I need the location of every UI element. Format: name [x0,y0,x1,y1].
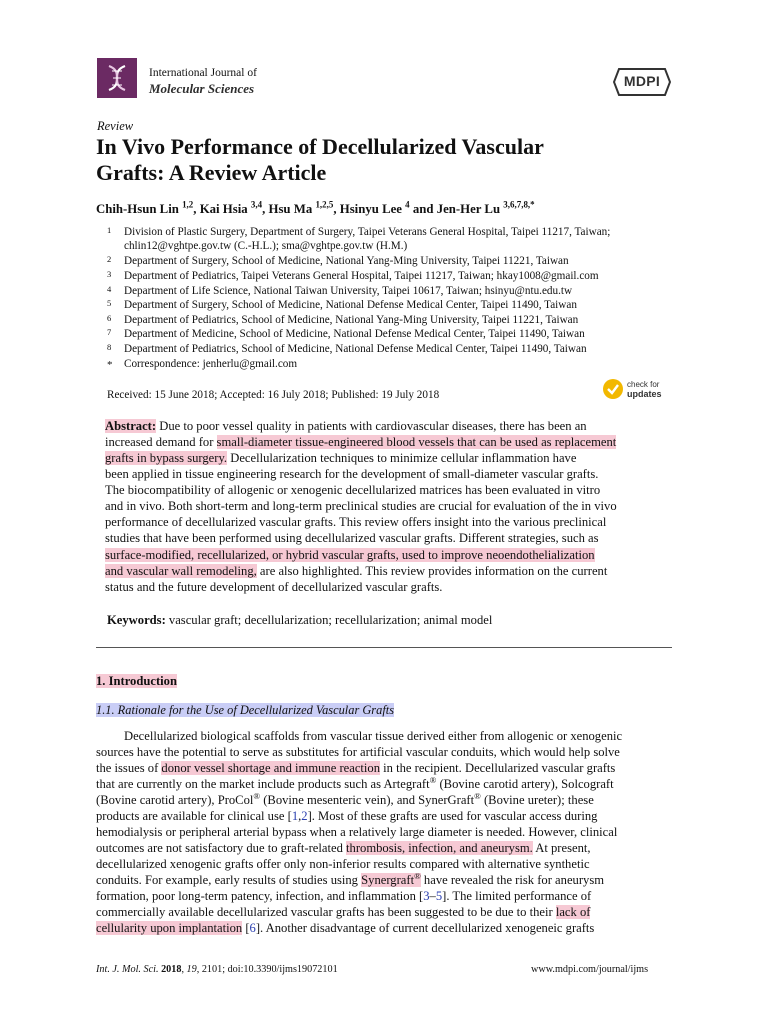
body-highlight: lack of [555,905,591,919]
body-text: outcomes are not satisfactory due to graft-related [96,841,347,855]
body-text: (Bovine mesenteric vein), and SynerGraft [260,793,475,807]
affil-number: 2 [107,254,112,264]
abstract-highlight: small-diameter tissue-engineered blood vessels that can be used as replacement [216,435,617,449]
abstract-line: status and the future development of decellularized vascular grafts. [105,580,443,594]
body-text: formation, poor long-term patency, infection, and inflammation [ [96,889,424,903]
journal-name-line2: Molecular Sciences [149,81,255,96]
body-line: formation, poor long-term patency, infection, and inflammation [3–5]. The limited performance of [96,889,592,903]
body-line [96,840,591,857]
body-highlight: cellularity upon implantation [96,921,243,935]
abstract-line: performance of decellularized vascular grafts. This review offers insight into the various preclinical [105,515,607,529]
body-line [96,904,590,921]
affil-number: 6 [107,313,112,323]
title-line1: In Vivo Performance of Decellularized Vascular [96,134,544,159]
body-highlight [361,870,421,887]
abstract-line: The biocompatibility of allogenic or xenogenic decellularized matrices has been evaluated in vitro [105,483,601,497]
keywords-label: Keywords: [107,613,166,627]
affil-text: Department of Life Science, National Taiwan University, Taipei 10617, Taiwan; hsinyu@ntu.edu.tw [124,285,573,297]
registered-mark: ® [414,870,421,881]
abstract-text: increased demand for [105,435,217,449]
affil-text: Division of Plastic Surgery, Department of Surgery, Taipei Veterans General Hospital, Taipei 11217, Taiwan; [124,226,611,238]
author-affil: 1,2,5 [315,199,334,210]
check-updates-line2: updates [627,389,662,399]
footer-doi: , 2101; doi:10.3390/ijms19072101 [196,964,338,975]
section-heading-text: 1. Introduction [96,674,177,688]
subsection-heading-text: 1.1. Rationale for the Use of Decellularized Vascular Grafts [96,703,395,717]
abstract-label: Abstract: [105,419,157,433]
body-text: [ [242,921,250,935]
citation-link[interactable]: 5 [435,889,443,903]
affil-text: Department of Surgery, School of Medicine, National Defense Medical Center, Taipei 11490, Taiwan [124,299,577,311]
citation-link[interactable]: 1 [291,809,299,823]
citation-link[interactable]: 3 [423,889,430,903]
keywords-text: vascular graft; decellularization; recellularization; animal model [168,613,493,627]
footer-journal-abbr: Int. J. Mol. Sci. [96,964,159,975]
footer-citation: Int. J. Mol. Sci. 2018, 19, 2101; doi:10.3390/ijms19072101 [96,964,338,975]
body-text: conduits. For example, early results of studies using [96,873,362,887]
affil-text: Department of Medicine, School of Medicine, National Defense Medical Center, Taipei 11490, Taiwan [124,328,585,340]
body-highlight-text: Synergraft [361,873,415,887]
affil-number: 8 [107,342,112,352]
footer-volume: 19 [186,964,197,975]
affil-text: Correspondence: jenherlu@gmail.com [124,358,298,370]
abstract-line: and in vivo. Both short-term and long-term preclinical studies are crucial for evaluation of the in vivo [105,499,617,513]
body-line: products are available for clinical use [1,2]. Most of these grafts are used for vascular access during [96,809,598,823]
registered-mark: ® [474,790,481,801]
author-name[interactable]: Chih-Hsun Lin [96,202,179,216]
body-text: ]. Most of these grafts are used for vascular access during [307,809,598,823]
body-text: have revealed the risk for aneurysm [420,873,605,887]
affil-text: Department of Surgery, School of Medicine, National Yang-Ming University, Taipei 11221, Taiwan [124,255,569,267]
body-text: (Bovine carotid artery), ProCol [96,793,254,807]
affil-number: 5 [107,298,112,308]
body-text: (Bovine ureter); these [480,793,594,807]
abstract-text: Due to poor vessel quality in patients with cardiovascular diseases, there has been an [159,419,587,433]
body-text: ]. Another disadvantage of current decellularized xenogeneic grafts [255,921,595,935]
affil-number: 4 [107,284,112,294]
abstract-highlight: and vascular wall remodeling, [105,564,257,578]
body-line: decellularized xenogenic grafts offer only non-inferior results compared with alternative synthetic [96,857,590,871]
affil-text: Department of Pediatrics, School of Medicine, National Yang-Ming University, Taipei 11221, Taiwan [124,314,579,326]
body-text: ]. The limited performance of [442,889,592,903]
author-name[interactable]: Kai Hsia [199,202,248,216]
journal-name-line1: International Journal of [149,67,257,79]
affil-text: chlin12@vghtpe.gov.tw (C.-H.L.); sma@vghtpe.gov.tw (H.M.) [124,240,408,252]
body-line [96,776,614,793]
author-affil: 4 [405,199,410,210]
body-line: Decellularized biological scaffolds from vascular tissue derived either from allogenic or xenogenic [124,729,623,743]
publication-dates: Received: 15 June 2018; Accepted: 16 July 2018; Published: 19 July 2018 [107,389,440,401]
affil-text: Department of Pediatrics, Taipei Veterans General Hospital, Taipei 11217, Taiwan; hkay1008@gmail.com [124,270,599,282]
footer-url[interactable]: www.mdpi.com/journal/ijms [531,964,649,975]
affil-number: 3 [107,269,112,279]
body-text: products are available for clinical use [ [96,809,292,823]
body-text: commercially available decellularized vascular grafts has been suggested to be due to their [96,905,556,919]
footer-year: 2018 [161,964,182,975]
body-text: that are currently on the market include products such as Artegraft [96,777,430,791]
affil-number: 1 [107,225,112,235]
author-affil: 3,4 [250,199,263,210]
body-highlight: thrombosis, infection, and aneurysm. [346,841,533,855]
registered-mark: ® [429,774,437,785]
mdpi-text: MDPI [623,73,661,89]
affil-number: * [107,359,113,371]
check-updates-line1: check for [627,380,660,389]
body-text: the issues of [96,761,162,775]
body-text: At present, [532,841,591,855]
article-type: Review [97,119,134,133]
abstract-text: are also highlighted. This review provides information on the current [256,564,608,578]
affil-text: Department of Pediatrics, School of Medicine, National Defense Medical Center, Taipei 11490, Taiwan [124,343,587,355]
body-highlight: donor vessel shortage and immune reaction [161,761,380,775]
abstract-text: Decellularization techniques to minimize cellular inflammation have [227,451,577,465]
body-line: sources have the potential to serve as substitutes for artificial vascular conduits, which would help solve [96,745,620,759]
body-line [96,760,615,777]
affil-number: 7 [107,327,112,337]
body-text: in the recipient. Decellularized vascular grafts [380,761,616,775]
body-line [96,920,594,937]
author-name[interactable]: Hsinyu Lee [339,202,402,216]
authors: Chih-Hsun Lin $^{1,2}$, Kai Hsia $^{3,4}$, Hsu Ma $^{1,2,5}$, Hsinyu Lee $^4$ and Jen-Her Lu $^{3,6,7,8,*}$ [96,199,535,216]
abstract-line: studies that have been performed using decellularized vascular grafts. Different strategies, such as [105,531,599,545]
author-name[interactable]: Hsu Ma [268,202,313,216]
abstract-highlight: grafts in bypass surgery. [105,451,228,465]
body-text: (Bovine carotid artery), Solcograft [436,777,614,791]
abstract-highlight: surface-modified, recellularized, or hybrid vascular grafts, used to improve neoendothelialization [105,548,595,562]
body-line [96,792,594,809]
author-affil: 3,6,7,8,* [503,199,535,210]
citation-link[interactable]: 6 [249,921,256,935]
author-name[interactable]: Jen-Her Lu [436,202,501,216]
registered-mark: ® [253,790,261,801]
citation-link[interactable]: 2 [301,809,308,823]
abstract-line: been applied in tissue engineering research for the development of small-diameter vascular grafts. [105,467,599,481]
body-line [96,872,604,889]
body-line: hemodialysis or peripheral arterial bypass when a relatively large diameter is needed. However, clinical [96,825,618,839]
title-line2: Grafts: A Review Article [96,160,327,185]
author-affil: 1,2 [182,199,194,210]
